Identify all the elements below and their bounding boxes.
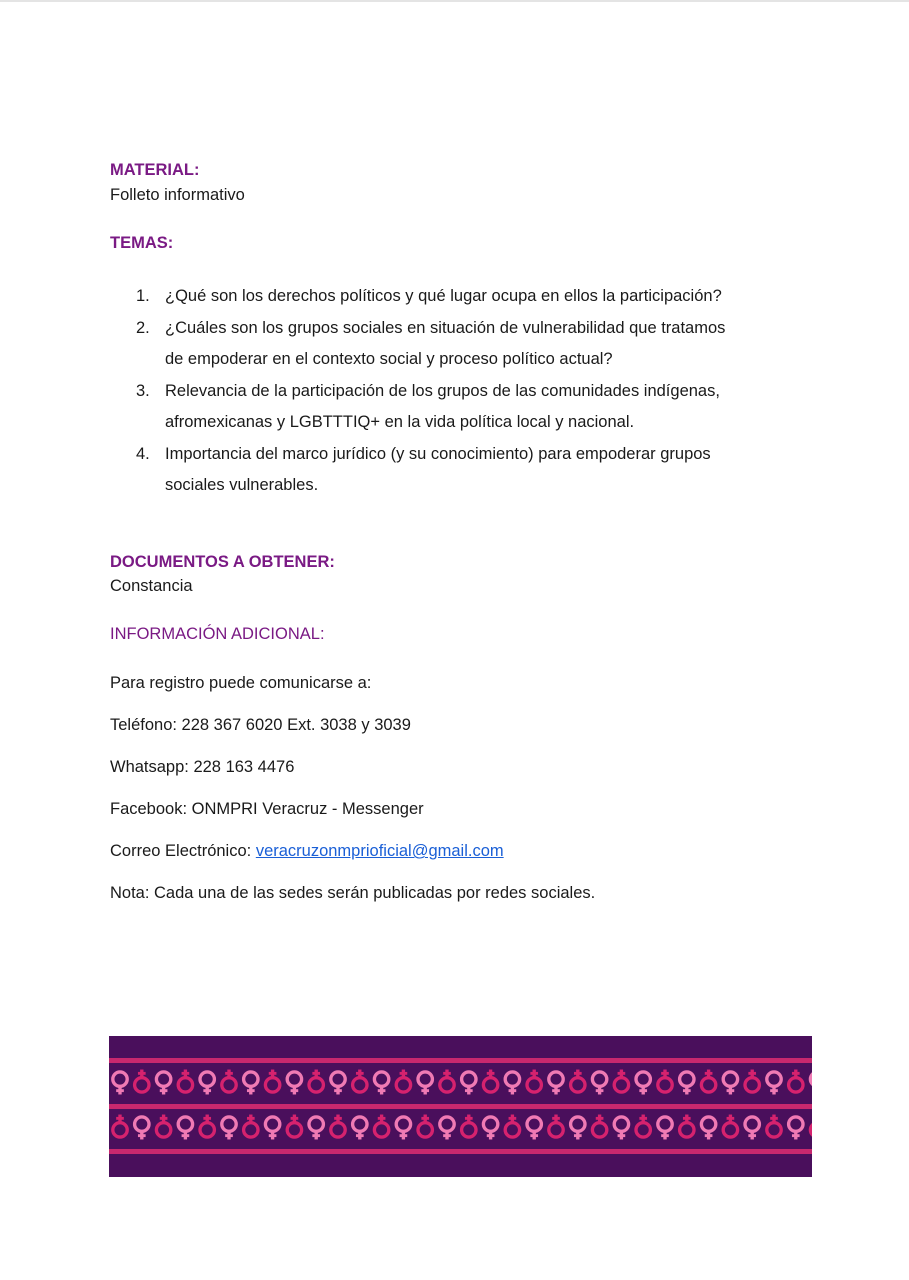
decorative-banner (109, 1036, 812, 1177)
email-link[interactable]: veracruzonmprioficial@gmail.com (255, 842, 504, 860)
documentos-heading: DOCUMENTOS A OBTENER: (110, 553, 335, 571)
whatsapp-text: Whatsapp: 228 163 4476 (110, 758, 295, 776)
list-item-number: 3. (136, 381, 150, 400)
list-item-line: Importancia del marco jurídico (y su conocimiento) para empoderar grupos (165, 444, 711, 463)
list-item-number: 2. (136, 318, 150, 337)
temas-heading: TEMAS: (110, 234, 174, 252)
facebook-text: Facebook: ONMPRI Veracruz - Messenger (110, 800, 424, 818)
correo-line (110, 842, 504, 861)
list-item (136, 376, 816, 439)
list-item (136, 439, 816, 502)
list-item-line: ¿Qué son los derechos políticos y qué lugar ocupa en ellos la participación? (165, 287, 722, 305)
nota-text: Nota: Cada una de las sedes serán publicadas por redes sociales. (110, 884, 596, 902)
list-item-number: 4. (136, 444, 150, 463)
temas-list (136, 281, 816, 502)
list-item-line: de empoderar en el contexto social y proceso político actual? (165, 350, 613, 368)
material-value: Folleto informativo (110, 186, 245, 204)
page-top-rule (0, 0, 909, 2)
list-item (136, 281, 816, 313)
material-heading: MATERIAL: (110, 161, 200, 179)
list-item-line: sociales vulnerables. (165, 476, 319, 494)
correo-label: Correo Electrónico: (110, 842, 256, 860)
telefono-text: Teléfono: 228 367 6020 Ext. 3038 y 3039 (110, 716, 411, 734)
info-heading: INFORMACIÓN ADICIONAL: (110, 625, 325, 643)
list-item (136, 313, 816, 376)
documentos-value: Constancia (110, 577, 193, 595)
list-item-line: afromexicanas y LGBTTTIQ+ en la vida política local y nacional. (165, 413, 635, 431)
list-item-line: ¿Cuáles son los grupos sociales en situación de vulnerabilidad que tratamos (165, 318, 726, 337)
banner-stripe (109, 1058, 812, 1063)
banner-stripe (109, 1104, 812, 1109)
registro-text: Para registro puede comunicarse a: (110, 674, 372, 692)
venus-symbol-icon-pattern (109, 1036, 812, 1177)
banner-stripe (109, 1149, 812, 1154)
list-item-line: Relevancia de la participación de los grupos de las comunidades indígenas, (165, 381, 720, 400)
list-item-number: 1. (136, 287, 150, 305)
